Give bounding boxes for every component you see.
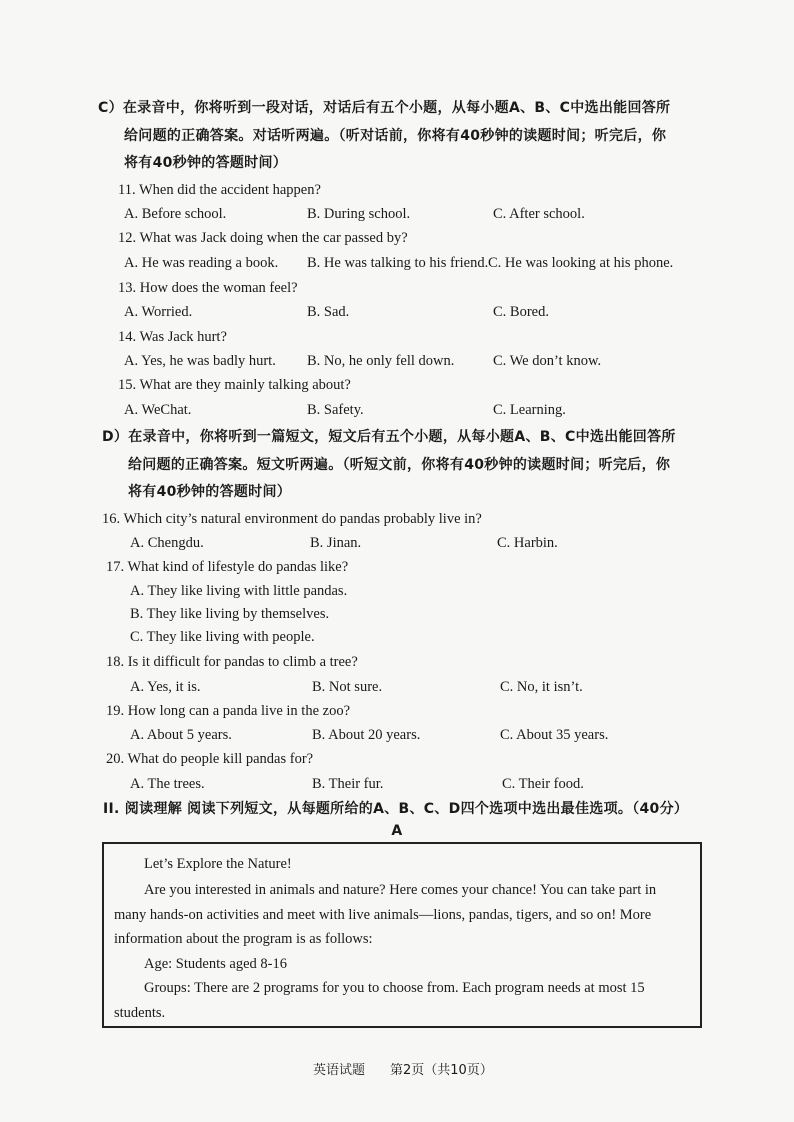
q20-option-b: B. Their fur. [312,776,384,792]
question-15: 15. What are they mainly talking about? [118,377,351,393]
q17-option-a: A. They like living with little pandas. [130,583,348,599]
q18-option-c: C. No, it isn’t. [500,679,583,695]
passage-box [102,842,702,1028]
passage-title: Let’s Explore the Nature! [144,856,292,872]
q11-option-c: C. After school. [493,206,585,222]
question-13: 13. How does the woman feel? [118,280,298,296]
q20-option-a: A. The trees. [130,776,205,792]
question-11: 11. When did the accident happen? [118,182,321,198]
question-12: 12. What was Jack doing when the car passed by? [118,230,408,246]
section-d-instruction-line-3: 将有40秒钟的答题时间） [128,484,292,500]
q18-option-b: B. Not sure. [312,679,383,695]
q13-option-a: A. Worried. [124,304,193,320]
q19-option-a: A. About 5 years. [130,727,232,743]
section-c-instruction-line-1: C）在录音中，你将听到一段对话，对话后有五个小题，从每小题A、B、C中选出能回答所 [98,100,671,116]
q15-option-c: C. Learning. [493,402,566,418]
q12-option-a: A. He was reading a book. [124,255,279,271]
question-17: 17. What kind of lifestyle do pandas like? [106,559,349,575]
q20-option-c: C. Their food. [502,776,584,792]
passage-line-6: students. [114,1005,166,1021]
q17-option-c: C. They like living with people. [130,629,315,645]
q12-option-c: C. He was looking at his phone. [488,255,674,271]
q14-option-c: C. We don’t know. [493,353,602,369]
section-c-instruction-line-2: 给问题的正确答案。对话听两遍。（听对话前，你将有40秒钟的读题时间；听完后，你 [124,128,667,144]
q13-option-b: B. Sad. [307,304,350,320]
q14-option-a: A. Yes, he was badly hurt. [124,353,276,369]
passage-line-5: Groups: There are 2 programs for you to choose from. Each program needs at most 15 [144,980,645,996]
q11-option-a: A. Before school. [124,206,227,222]
passage-line-3: information about the program is as follows: [114,931,373,947]
question-16: 16. Which city’s natural environment do pandas probably live in? [102,511,482,527]
section-d-instruction-line-2: 给问题的正确答案。短文听两遍。（听短文前，你将有40秒钟的读题时间；听完后，你 [128,457,671,473]
q16-option-a: A. Chengdu. [130,535,204,551]
section-c-instruction-line-3: 将有40秒钟的答题时间） [124,155,288,171]
part-ii-heading: II. 阅读理解 阅读下列短文，从每题所给的A、B、C、D四个选项中选出最佳选项。（40分） [103,801,689,817]
question-14: 14. Was Jack hurt? [118,329,227,345]
passage-line-4: Age: Students aged 8-16 [144,956,287,972]
q13-option-c: C. Bored. [493,304,549,320]
question-18: 18. Is it difficult for pandas to climb a tree? [106,654,358,670]
footer-page-number: 第2页（共10页） [390,1063,493,1078]
q14-option-b: B. No, he only fell down. [307,353,455,369]
passage-label: A [391,823,403,839]
q19-option-b: B. About 20 years. [312,727,421,743]
q16-option-c: C. Harbin. [497,535,558,551]
footer-subject: 英语试题 [313,1063,366,1078]
passage-line-1: Are you interested in animals and nature? Here comes your chance! You can take part in [144,882,657,898]
q19-option-c: C. About 35 years. [500,727,609,743]
q16-option-b: B. Jinan. [310,535,362,551]
q15-option-a: A. WeChat. [124,402,192,418]
q11-option-b: B. During school. [307,206,411,222]
q12-option-b: B. He was talking to his friend. [307,255,489,271]
q18-option-a: A. Yes, it is. [130,679,201,695]
passage-line-2: many hands-on activities and meet with live animals—lions, pandas, tigers, and so on! More [114,907,652,923]
section-d-instruction-line-1: D）在录音中，你将听到一篇短文，短文后有五个小题，从每小题A、B、C中选出能回答所 [102,429,676,445]
q15-option-b: B. Safety. [307,402,364,418]
q17-option-b: B. They like living by themselves. [130,606,330,622]
question-19: 19. How long can a panda live in the zoo? [106,703,351,719]
question-20: 20. What do people kill pandas for? [106,751,314,767]
